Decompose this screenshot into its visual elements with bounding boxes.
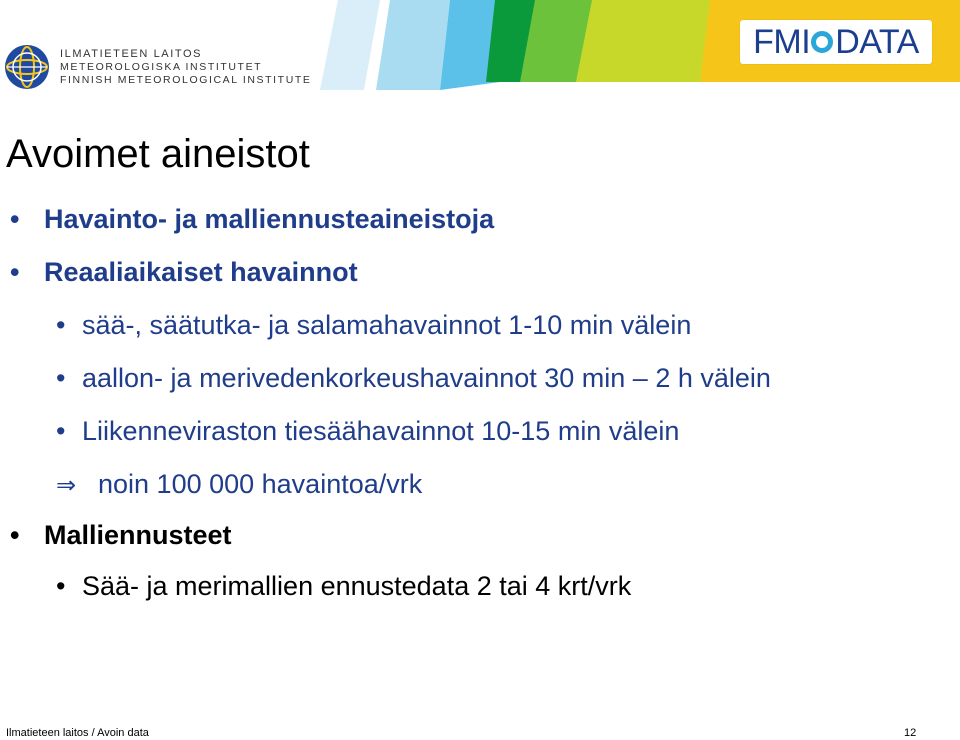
page-number: 12 — [904, 727, 917, 739]
bullet-item — [10, 520, 232, 551]
bullet-item — [10, 204, 494, 235]
bullet-text: aallon- ja merivedenkorkeushavainnot 30 min – 2 h välein — [82, 363, 771, 393]
logo-line-sv: METEOROLOGISKA INSTITUTET — [60, 61, 263, 73]
bullet-text: Malliennusteet — [44, 520, 232, 550]
bullet-text: Liikenneviraston tiesäähavainnot 10-15 min välein — [82, 416, 680, 446]
bullet-item — [10, 257, 358, 288]
bullet-dot-icon: • — [10, 520, 20, 550]
bullet-dot-icon: • — [56, 416, 66, 446]
bullet-text: noin 100 000 havaintoa/vrk — [98, 469, 423, 499]
bullet-dot-icon: • — [10, 204, 20, 234]
bullet-text: sää-, säätutka- ja salamahavainnot 1-10 min välein — [82, 310, 692, 340]
sub-bullet-item — [56, 416, 679, 447]
sub-bullet-item — [56, 310, 691, 341]
bullet-dot-icon: • — [56, 310, 66, 340]
bullet-dot-icon: • — [56, 363, 66, 393]
bullet-text: Havainto- ja malliennusteaineistoja — [44, 204, 495, 234]
fmi-logo-text — [60, 48, 312, 87]
badge-text-left: FMI — [753, 22, 811, 61]
slide-title: Avoimet aineistot — [6, 132, 310, 176]
bullet-text: Reaaliaikaiset havainnot — [44, 257, 358, 287]
sub-bullet-item — [56, 363, 771, 394]
bullet-text: Sää- ja merimallien ennustedata 2 tai 4 krt/vrk — [82, 571, 632, 601]
bullet-dot-icon: • — [10, 257, 20, 287]
fmi-logo-icon — [4, 44, 50, 90]
badge-dot-icon — [811, 31, 833, 53]
implication-item — [56, 469, 422, 500]
fmi-data-badge — [740, 20, 932, 64]
logo-line-en: FINNISH METEOROLOGICAL INSTITUTE — [60, 74, 312, 86]
implies-arrow-icon: ⇒ — [56, 471, 77, 499]
footer-source: Ilmatieteen laitos / Avoin data — [6, 727, 149, 739]
logo-line-fi: ILMATIETEEN LAITOS — [60, 48, 203, 60]
slide-header — [0, 0, 960, 108]
badge-text-right: DATA — [835, 22, 919, 61]
sub-bullet-item — [56, 571, 631, 602]
bullet-dot-icon: • — [56, 571, 66, 601]
